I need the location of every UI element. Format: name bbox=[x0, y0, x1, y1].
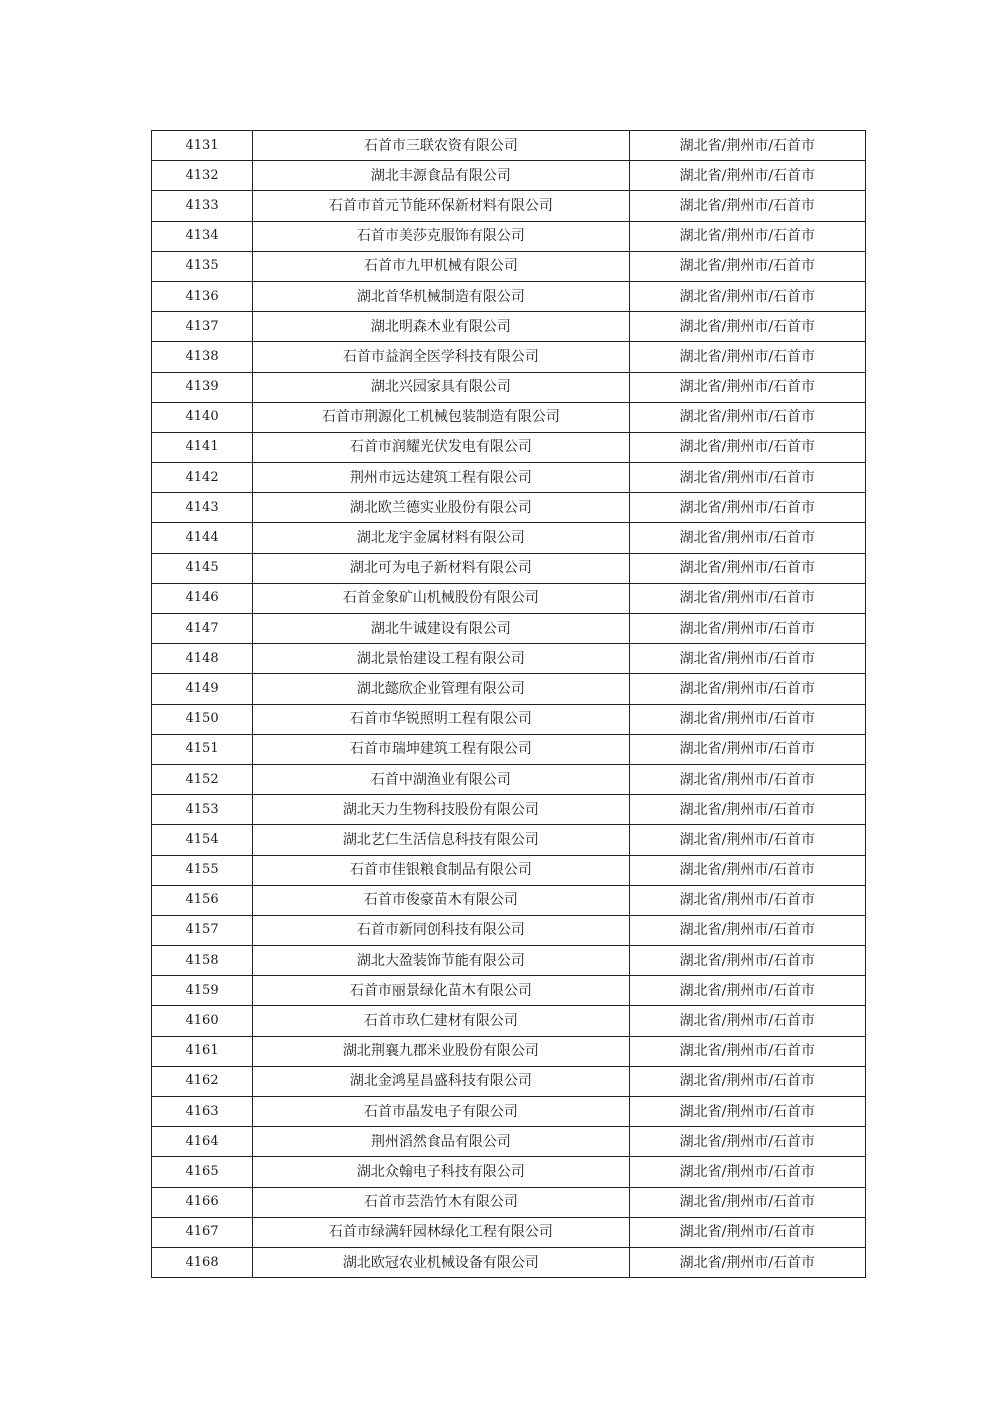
company-region: 湖北省/荆州市/石首市 bbox=[629, 221, 865, 251]
company-name: 石首市芸浩竹木有限公司 bbox=[253, 1187, 630, 1217]
company-name: 石首市佳银粮食制品有限公司 bbox=[253, 855, 630, 885]
company-region: 湖北省/荆州市/石首市 bbox=[629, 1066, 865, 1096]
company-name: 荆州市远达建筑工程有限公司 bbox=[253, 463, 630, 493]
company-name: 湖北丰源食品有限公司 bbox=[253, 161, 630, 191]
table-row bbox=[152, 1006, 866, 1036]
company-region: 湖北省/荆州市/石首市 bbox=[629, 191, 865, 221]
company-region: 湖北省/荆州市/石首市 bbox=[629, 131, 865, 161]
company-name: 石首市美莎克服饰有限公司 bbox=[253, 221, 630, 251]
table-row bbox=[152, 855, 866, 885]
table-row bbox=[152, 915, 866, 945]
company-region: 湖北省/荆州市/石首市 bbox=[629, 342, 865, 372]
company-name: 湖北牛诚建设有限公司 bbox=[253, 614, 630, 644]
company-name: 石首中湖渔业有限公司 bbox=[253, 764, 630, 794]
table-row bbox=[152, 281, 866, 311]
row-number: 4133 bbox=[152, 191, 253, 221]
row-number: 4151 bbox=[152, 734, 253, 764]
row-number: 4152 bbox=[152, 764, 253, 794]
company-name: 石首市丽景绿化苗木有限公司 bbox=[253, 976, 630, 1006]
row-number: 4157 bbox=[152, 915, 253, 945]
company-name: 石首市荆源化工机械包装制造有限公司 bbox=[253, 402, 630, 432]
company-region: 湖北省/荆州市/石首市 bbox=[629, 372, 865, 402]
table-row bbox=[152, 312, 866, 342]
row-number: 4160 bbox=[152, 1006, 253, 1036]
row-number: 4139 bbox=[152, 372, 253, 402]
row-number: 4155 bbox=[152, 855, 253, 885]
company-name: 湖北荆襄九郡米业股份有限公司 bbox=[253, 1036, 630, 1066]
company-name: 湖北兴园家具有限公司 bbox=[253, 372, 630, 402]
table-row bbox=[152, 644, 866, 674]
company-name: 湖北明森木业有限公司 bbox=[253, 312, 630, 342]
row-number: 4138 bbox=[152, 342, 253, 372]
row-number: 4168 bbox=[152, 1247, 253, 1277]
company-name: 石首市新同创科技有限公司 bbox=[253, 915, 630, 945]
company-region: 湖北省/荆州市/石首市 bbox=[629, 432, 865, 462]
row-number: 4147 bbox=[152, 614, 253, 644]
row-number: 4143 bbox=[152, 493, 253, 523]
company-name: 湖北众翰电子科技有限公司 bbox=[253, 1157, 630, 1187]
table-row bbox=[152, 1247, 866, 1277]
company-region: 湖北省/荆州市/石首市 bbox=[629, 976, 865, 1006]
company-region: 湖北省/荆州市/石首市 bbox=[629, 1217, 865, 1247]
table-row bbox=[152, 764, 866, 794]
table-row bbox=[152, 372, 866, 402]
table-row bbox=[152, 704, 866, 734]
table-row bbox=[152, 523, 866, 553]
row-number: 4167 bbox=[152, 1217, 253, 1247]
row-number: 4132 bbox=[152, 161, 253, 191]
row-number: 4158 bbox=[152, 946, 253, 976]
company-name: 石首市绿满轩园林绿化工程有限公司 bbox=[253, 1217, 630, 1247]
company-region: 湖北省/荆州市/石首市 bbox=[629, 1187, 865, 1217]
table-row bbox=[152, 614, 866, 644]
row-number: 4131 bbox=[152, 131, 253, 161]
company-region: 湖北省/荆州市/石首市 bbox=[629, 704, 865, 734]
row-number: 4154 bbox=[152, 825, 253, 855]
table-row bbox=[152, 342, 866, 372]
row-number: 4137 bbox=[152, 312, 253, 342]
table-row bbox=[152, 1157, 866, 1187]
table-row bbox=[152, 221, 866, 251]
company-name: 荆州滔然食品有限公司 bbox=[253, 1127, 630, 1157]
company-region: 湖北省/荆州市/石首市 bbox=[629, 946, 865, 976]
table-body bbox=[152, 131, 866, 1278]
company-name: 湖北大盈装饰节能有限公司 bbox=[253, 946, 630, 976]
company-region: 湖北省/荆州市/石首市 bbox=[629, 1097, 865, 1127]
company-region: 湖北省/荆州市/石首市 bbox=[629, 523, 865, 553]
company-region: 湖北省/荆州市/石首市 bbox=[629, 583, 865, 613]
table-row bbox=[152, 553, 866, 583]
company-name: 石首市瑞坤建筑工程有限公司 bbox=[253, 734, 630, 764]
table-row bbox=[152, 734, 866, 764]
company-name: 石首市益润全医学科技有限公司 bbox=[253, 342, 630, 372]
table-row bbox=[152, 1036, 866, 1066]
row-number: 4159 bbox=[152, 976, 253, 1006]
company-name: 湖北天力生物科技股份有限公司 bbox=[253, 795, 630, 825]
table-row bbox=[152, 885, 866, 915]
company-name: 石首金象矿山机械股份有限公司 bbox=[253, 583, 630, 613]
table-row bbox=[152, 1187, 866, 1217]
company-region: 湖北省/荆州市/石首市 bbox=[629, 855, 865, 885]
company-name: 湖北金鸿星昌盛科技有限公司 bbox=[253, 1066, 630, 1096]
row-number: 4142 bbox=[152, 463, 253, 493]
company-name: 湖北欧兰德实业股份有限公司 bbox=[253, 493, 630, 523]
table-row bbox=[152, 251, 866, 281]
table-row bbox=[152, 946, 866, 976]
company-region: 湖北省/荆州市/石首市 bbox=[629, 1006, 865, 1036]
table-row bbox=[152, 432, 866, 462]
company-region: 湖北省/荆州市/石首市 bbox=[629, 553, 865, 583]
company-region: 湖北省/荆州市/石首市 bbox=[629, 1127, 865, 1157]
company-region: 湖北省/荆州市/石首市 bbox=[629, 251, 865, 281]
company-name: 石首市九甲机械有限公司 bbox=[253, 251, 630, 281]
table-row bbox=[152, 1097, 866, 1127]
row-number: 4150 bbox=[152, 704, 253, 734]
company-region: 湖北省/荆州市/石首市 bbox=[629, 915, 865, 945]
company-region: 湖北省/荆州市/石首市 bbox=[629, 312, 865, 342]
table-row bbox=[152, 583, 866, 613]
row-number: 4145 bbox=[152, 553, 253, 583]
company-region: 湖北省/荆州市/石首市 bbox=[629, 764, 865, 794]
table-row bbox=[152, 1217, 866, 1247]
table-row bbox=[152, 402, 866, 432]
table-row bbox=[152, 161, 866, 191]
row-number: 4164 bbox=[152, 1127, 253, 1157]
row-number: 4165 bbox=[152, 1157, 253, 1187]
company-name: 石首市玖仁建材有限公司 bbox=[253, 1006, 630, 1036]
row-number: 4156 bbox=[152, 885, 253, 915]
company-region: 湖北省/荆州市/石首市 bbox=[629, 674, 865, 704]
company-name: 石首市华锐照明工程有限公司 bbox=[253, 704, 630, 734]
table-row bbox=[152, 795, 866, 825]
table-row bbox=[152, 463, 866, 493]
row-number: 4146 bbox=[152, 583, 253, 613]
row-number: 4149 bbox=[152, 674, 253, 704]
company-name: 石首市首元节能环保新材料有限公司 bbox=[253, 191, 630, 221]
company-list-table bbox=[151, 130, 866, 1278]
row-number: 4166 bbox=[152, 1187, 253, 1217]
company-name: 湖北欧冠农业机械设备有限公司 bbox=[253, 1247, 630, 1277]
row-number: 4134 bbox=[152, 221, 253, 251]
company-region: 湖北省/荆州市/石首市 bbox=[629, 795, 865, 825]
table-row bbox=[152, 976, 866, 1006]
table-row bbox=[152, 1066, 866, 1096]
company-name: 石首市三联农资有限公司 bbox=[253, 131, 630, 161]
company-name: 湖北艺仁生活信息科技有限公司 bbox=[253, 825, 630, 855]
row-number: 4161 bbox=[152, 1036, 253, 1066]
company-name: 湖北景怡建设工程有限公司 bbox=[253, 644, 630, 674]
company-name: 湖北懿欣企业管理有限公司 bbox=[253, 674, 630, 704]
company-region: 湖北省/荆州市/石首市 bbox=[629, 493, 865, 523]
table-row bbox=[152, 1127, 866, 1157]
company-name: 湖北可为电子新材料有限公司 bbox=[253, 553, 630, 583]
company-region: 湖北省/荆州市/石首市 bbox=[629, 885, 865, 915]
row-number: 4136 bbox=[152, 281, 253, 311]
company-region: 湖北省/荆州市/石首市 bbox=[629, 463, 865, 493]
row-number: 4148 bbox=[152, 644, 253, 674]
table-row bbox=[152, 131, 866, 161]
company-region: 湖北省/荆州市/石首市 bbox=[629, 734, 865, 764]
company-region: 湖北省/荆州市/石首市 bbox=[629, 281, 865, 311]
company-name: 湖北首华机械制造有限公司 bbox=[253, 281, 630, 311]
company-name: 湖北龙宇金属材料有限公司 bbox=[253, 523, 630, 553]
company-region: 湖北省/荆州市/石首市 bbox=[629, 1157, 865, 1187]
row-number: 4163 bbox=[152, 1097, 253, 1127]
table-row bbox=[152, 825, 866, 855]
company-name: 石首市润耀光伏发电有限公司 bbox=[253, 432, 630, 462]
company-region: 湖北省/荆州市/石首市 bbox=[629, 402, 865, 432]
row-number: 4153 bbox=[152, 795, 253, 825]
row-number: 4141 bbox=[152, 432, 253, 462]
company-region: 湖北省/荆州市/石首市 bbox=[629, 644, 865, 674]
company-name: 石首市晶发电子有限公司 bbox=[253, 1097, 630, 1127]
company-region: 湖北省/荆州市/石首市 bbox=[629, 1247, 865, 1277]
row-number: 4144 bbox=[152, 523, 253, 553]
company-region: 湖北省/荆州市/石首市 bbox=[629, 1036, 865, 1066]
table-row bbox=[152, 191, 866, 221]
row-number: 4162 bbox=[152, 1066, 253, 1096]
company-region: 湖北省/荆州市/石首市 bbox=[629, 161, 865, 191]
table-row bbox=[152, 674, 866, 704]
row-number: 4140 bbox=[152, 402, 253, 432]
company-region: 湖北省/荆州市/石首市 bbox=[629, 825, 865, 855]
company-region: 湖北省/荆州市/石首市 bbox=[629, 614, 865, 644]
table-row bbox=[152, 493, 866, 523]
company-name: 石首市俊豪苗木有限公司 bbox=[253, 885, 630, 915]
row-number: 4135 bbox=[152, 251, 253, 281]
